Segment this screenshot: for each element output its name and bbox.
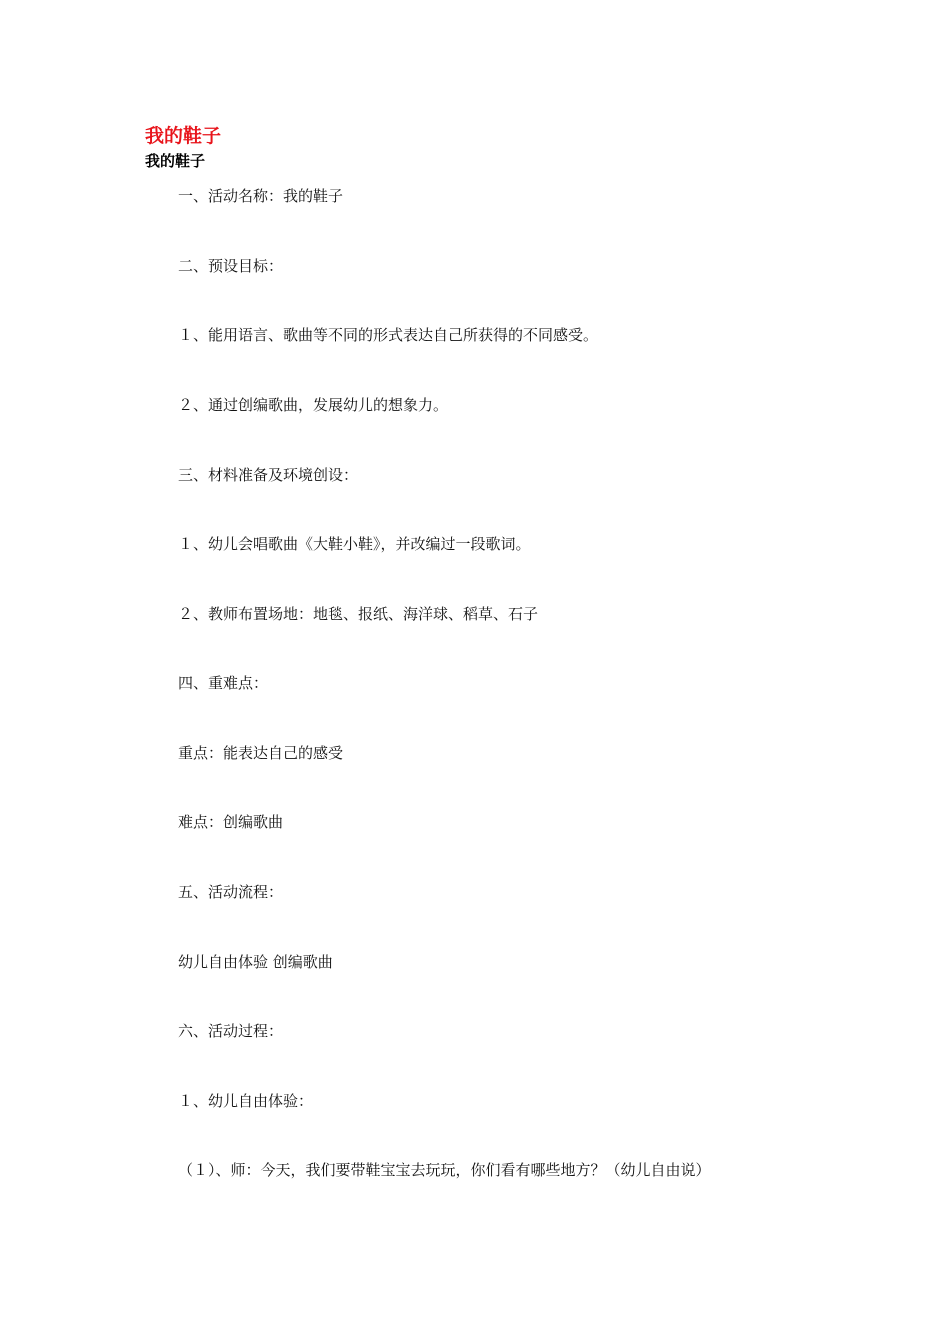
material-item-1: １、幼儿会唱歌曲《大鞋小鞋》，并改编过一段歌词。 (178, 535, 531, 553)
process-step-1: １、幼儿自由体验： (178, 1092, 314, 1110)
section-materials-heading: 三、材料准备及环境创设： (178, 466, 359, 484)
section-key-points-heading: 四、重难点： (178, 674, 269, 692)
goal-item-2: ２、通过创编歌曲，发展幼儿的想象力。 (178, 396, 449, 414)
section-process-heading: 六、活动过程： (178, 1022, 284, 1040)
goal-item-1: １、能用语言、歌曲等不同的形式表达自己所获得的不同感受。 (178, 326, 599, 344)
section-activity-name: 一、活动名称：我的鞋子 (178, 187, 344, 205)
process-substep-1: （１）、师：今天，我们要带鞋宝宝去玩玩，你们看有哪些地方？（幼儿自由说） (178, 1161, 711, 1179)
section-flow-heading: 五、活动流程： (178, 883, 284, 901)
document-title-red: 我的鞋子 (145, 125, 222, 147)
key-point: 重点：能表达自己的感受 (178, 744, 344, 762)
document-title: 我的鞋子 (145, 152, 206, 170)
flow-steps: 幼儿自由体验 创编歌曲 (178, 953, 333, 971)
difficult-point: 难点：创编歌曲 (178, 813, 284, 831)
material-item-2: ２、教师布置场地：地毯、报纸、海洋球、稻草、石子 (178, 605, 539, 623)
section-goals-heading: 二、预设目标： (178, 257, 284, 275)
